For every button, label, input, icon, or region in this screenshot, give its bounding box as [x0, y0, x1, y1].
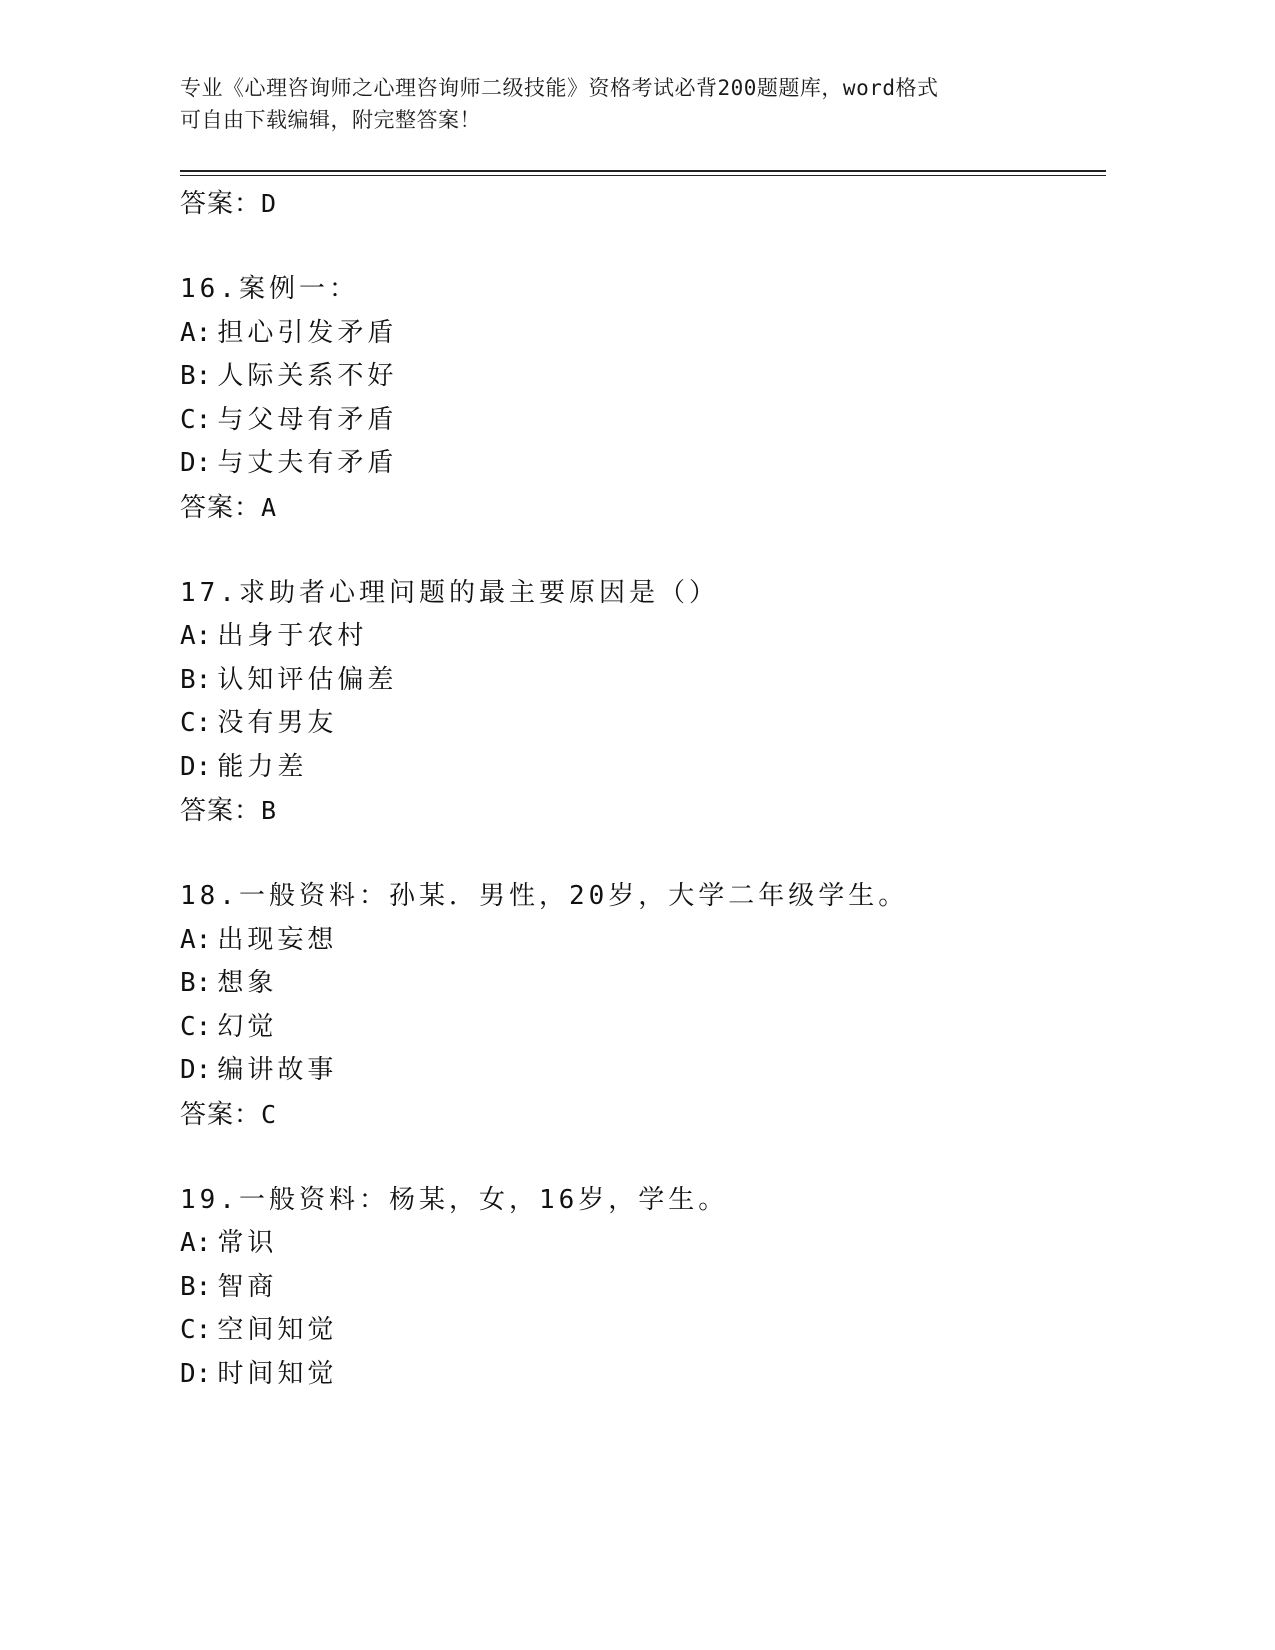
answer-label: 答案： [180, 796, 262, 826]
option-letter: B: [180, 1271, 212, 1302]
question-block-17 [180, 572, 1106, 834]
option-text: 与父母有矛盾 [217, 404, 398, 435]
option-a [180, 312, 1106, 356]
option-text: 能力差 [217, 751, 308, 782]
option-a [180, 615, 1106, 659]
spacer [180, 530, 1106, 572]
option-c [180, 1006, 1106, 1050]
option-b [180, 962, 1106, 1006]
option-text: 想象 [217, 968, 278, 998]
spacer [180, 1137, 1106, 1179]
option-text: 常识 [217, 1228, 278, 1258]
header-line-1: 专业《心理咨询师之心理咨询师二级技能》资格考试必背200题题库，word格式 [180, 76, 939, 100]
option-letter: D: [180, 1055, 212, 1085]
option-d [180, 442, 1106, 486]
option-d [180, 746, 1106, 790]
option-b [180, 1266, 1106, 1310]
option-letter: A: [180, 1228, 212, 1258]
answer-value: A [261, 492, 278, 522]
question-block-19 [180, 1179, 1106, 1397]
question-block-18 [180, 875, 1106, 1137]
option-letter: C: [180, 708, 212, 738]
option-letter: B: [180, 361, 212, 391]
option-text: 幻觉 [217, 1011, 278, 1042]
option-letter: B: [180, 664, 212, 695]
option-letter: D: [180, 1358, 212, 1389]
option-text: 编讲故事 [217, 1055, 338, 1085]
option-c [180, 702, 1106, 746]
answer-line [180, 486, 1106, 530]
option-text: 与丈夫有矛盾 [217, 448, 398, 478]
option-text: 出现妄想 [217, 924, 338, 955]
header-divider-thick [180, 170, 1106, 172]
option-text: 智商 [217, 1271, 278, 1302]
option-b [180, 355, 1106, 399]
option-a [180, 1222, 1106, 1266]
answer-value: D [261, 189, 278, 218]
answer-line [180, 789, 1106, 833]
header-divider-thin [180, 175, 1106, 176]
option-text: 没有男友 [217, 708, 338, 738]
question-block-16 [180, 268, 1106, 530]
option-letter: C: [180, 1315, 212, 1345]
option-c [180, 1309, 1106, 1353]
answer-label: 答案： [180, 492, 262, 523]
option-letter: A: [180, 317, 212, 348]
header-line-2: 可自由下载编辑，附完整答案！ [180, 108, 481, 132]
question-list [180, 182, 1106, 1396]
question-stem: 18.一般资料：孙某．男性，20岁，大学二年级学生。 [180, 881, 909, 911]
option-letter: A: [180, 924, 212, 955]
spacer [180, 226, 1106, 268]
option-text: 时间知觉 [217, 1358, 338, 1389]
option-c [180, 399, 1106, 443]
option-text: 认知评估偏差 [217, 664, 398, 695]
option-letter: B: [180, 968, 212, 998]
document-header [180, 72, 1040, 136]
option-letter: C: [180, 1011, 212, 1042]
option-text: 人际关系不好 [217, 361, 398, 391]
answer-line [180, 1093, 1106, 1137]
option-text: 空间知觉 [217, 1315, 338, 1345]
option-letter: D: [180, 448, 212, 478]
question-stem: 16.案例一： [180, 274, 359, 304]
answer-label: 答案： [180, 1099, 262, 1130]
answer-value: B [261, 796, 278, 825]
question-stem: 17.求助者心理问题的最主要原因是（） [180, 577, 719, 608]
option-b [180, 659, 1106, 703]
question-stem: 19.一般资料：杨某，女，16岁，学生。 [180, 1184, 729, 1215]
answer-line-prev [180, 182, 1106, 226]
option-letter: C: [180, 404, 212, 435]
option-d [180, 1049, 1106, 1093]
spacer [180, 833, 1106, 875]
option-a [180, 919, 1106, 963]
answer-value: C [261, 1099, 278, 1129]
option-d [180, 1353, 1106, 1397]
option-letter: A: [180, 621, 212, 651]
answer-label: 答案： [180, 189, 262, 219]
option-text: 出身于农村 [217, 621, 368, 651]
option-text: 担心引发矛盾 [217, 317, 398, 348]
option-letter: D: [180, 751, 212, 782]
